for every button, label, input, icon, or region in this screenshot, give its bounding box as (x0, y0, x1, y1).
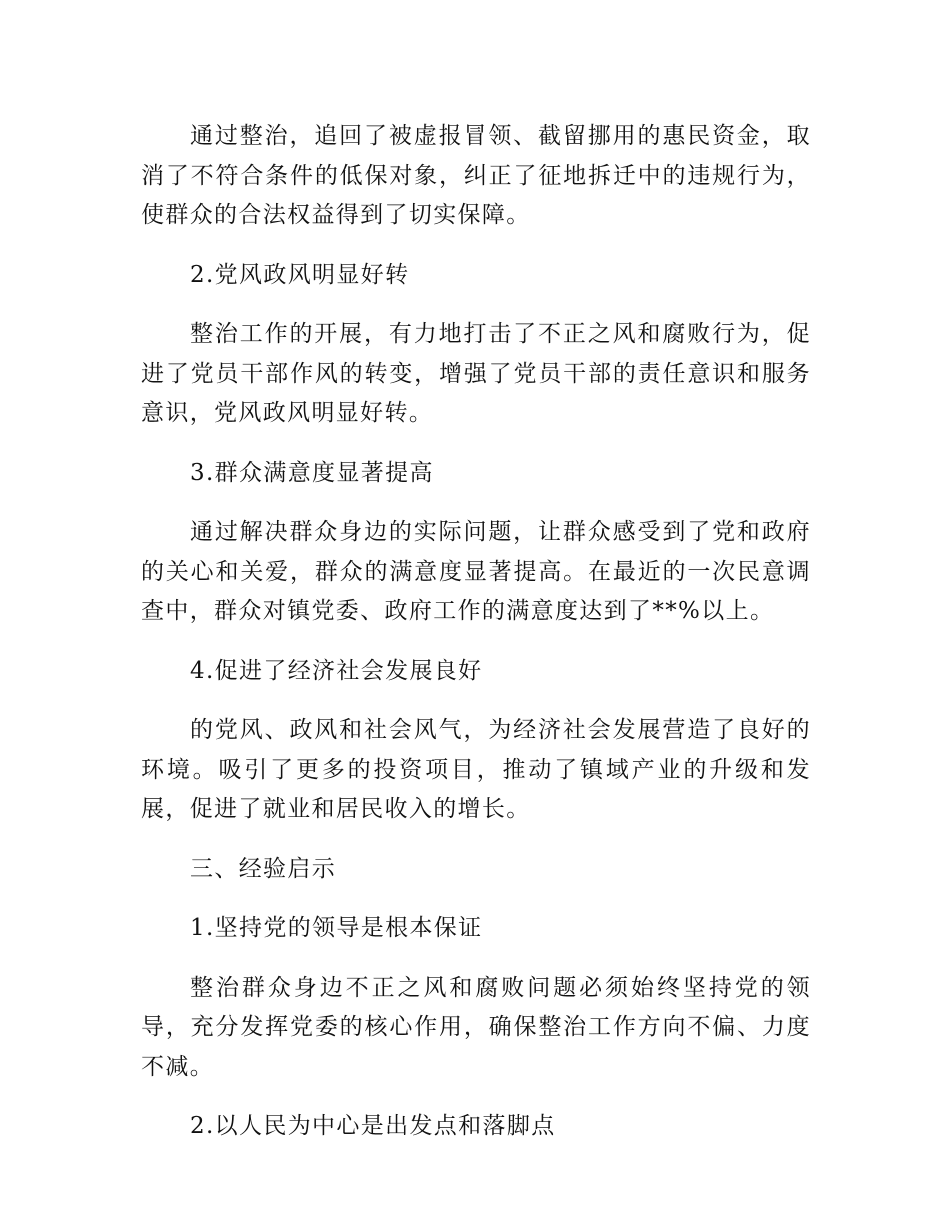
section-heading-lessons: 三、经验启示 (190, 855, 337, 882)
heading-economic-development: 4.促进了经济社会发展良好 (190, 657, 483, 684)
heading-people-centered: 2.以人民为中心是出发点和落脚点 (190, 1113, 556, 1139)
paragraph-party-style: 整治工作的开展，有力地打击了不正之风和腐败行为，促进了党员干部作风的转变，增强了党员干部的责任意识和服务意识，党风政风明显好转。 (141, 321, 811, 426)
heading-party-style: 2.党风政风明显好转 (190, 261, 410, 288)
heading-satisfaction: 3.群众满意度显著提高 (190, 459, 434, 486)
paragraph-party-leadership: 整治群众身边不正之风和腐败问题必须始终坚持党的领导，充分发挥党委的核心作用，确保整治工作方向不偏、力度不减。 (141, 974, 811, 1080)
paragraph-economic-development: 的党风、政风和社会风气，为经济社会发展营造了良好的环境。吸引了更多的投资项目，推动了镇域产业的升级和发展，促进了就业和居民收入的增长。 (141, 717, 811, 822)
paragraph-results-funds: 通过整治，追回了被虚报冒领、截留挪用的惠民资金，取消了不符合条件的低保对象，纠正了征地拆迁中的违规行为，使群众的合法权益得到了切实保障。 (141, 123, 811, 228)
paragraph-satisfaction: 通过解决群众身边的实际问题，让群众感受到了党和政府的关心和关爱，群众的满意度显著提高。在最近的一次民意调查中，群众对镇党委、政府工作的满意度达到了**%以上。 (141, 519, 811, 624)
document-body (141, 117, 811, 1147)
heading-party-leadership: 1.坚持党的领导是根本保证 (190, 915, 483, 941)
